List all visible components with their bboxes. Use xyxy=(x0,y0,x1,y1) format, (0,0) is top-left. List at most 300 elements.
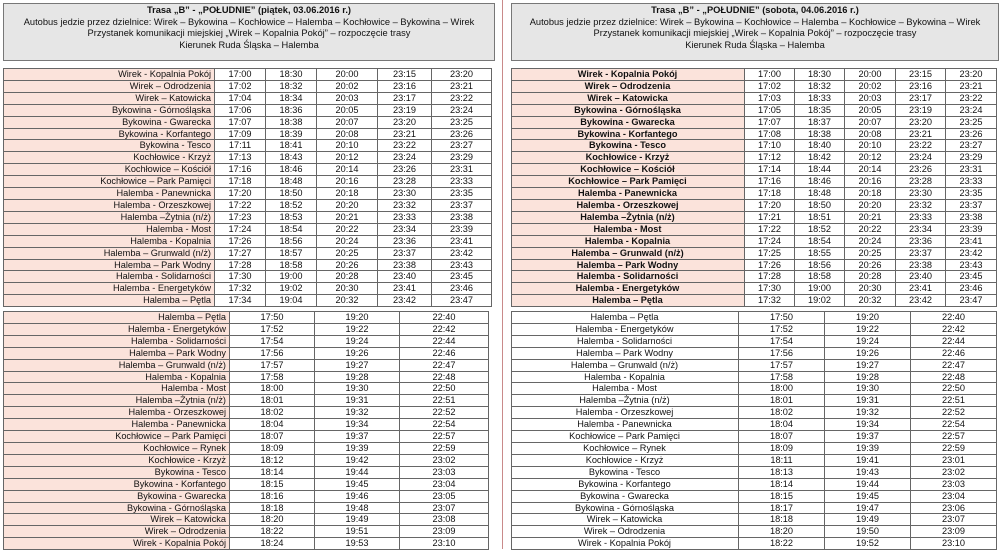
departure-time: 20:07 xyxy=(317,116,378,128)
departure-time: 20:16 xyxy=(845,176,896,188)
stop-name: Wirek - Kopalnia Pokój xyxy=(4,538,230,550)
stop-name: Halemba - Panewnicka xyxy=(512,419,739,431)
departure-time: 17:00 xyxy=(215,69,266,81)
table-row xyxy=(4,323,489,335)
departure-time: 20:32 xyxy=(845,295,896,307)
departure-time: 17:13 xyxy=(215,152,266,164)
departure-time: 20:20 xyxy=(845,199,896,211)
departure-time: 23:38 xyxy=(432,211,492,223)
departure-time: 23:33 xyxy=(896,211,946,223)
departure-time: 19:34 xyxy=(315,419,400,431)
departure-time: 22:51 xyxy=(400,395,489,407)
table-row xyxy=(512,466,997,478)
timetable-header xyxy=(511,3,999,61)
departure-time: 23:03 xyxy=(400,466,489,478)
departure-time: 23:39 xyxy=(432,223,492,235)
departure-time: 23:36 xyxy=(378,235,432,247)
departure-time: 17:32 xyxy=(745,295,795,307)
table-row xyxy=(512,283,997,295)
departure-time: 17:54 xyxy=(230,335,315,347)
table-row xyxy=(4,128,492,140)
departure-time: 22:50 xyxy=(911,383,997,395)
stop-name: Halemba – Park Wodny xyxy=(4,347,230,359)
departure-time: 23:33 xyxy=(946,176,997,188)
departure-time: 20:24 xyxy=(317,235,378,247)
departure-time: 22:59 xyxy=(400,442,489,454)
departure-time: 17:11 xyxy=(215,140,266,152)
departure-time: 23:20 xyxy=(432,69,492,81)
departure-time: 23:35 xyxy=(946,188,997,200)
departure-time: 19:43 xyxy=(825,466,911,478)
departure-time: 17:07 xyxy=(745,116,795,128)
departure-time: 23:42 xyxy=(432,247,492,259)
departure-time: 20:12 xyxy=(317,152,378,164)
departure-time: 22:47 xyxy=(400,359,489,371)
table-row xyxy=(512,454,997,466)
departure-time: 19:44 xyxy=(315,466,400,478)
departure-time: 19:39 xyxy=(315,442,400,454)
departure-time: 18:18 xyxy=(230,502,315,514)
departure-time: 23:30 xyxy=(378,188,432,200)
stop-name: Bykowina - Gwarecka xyxy=(4,116,215,128)
departure-time: 23:20 xyxy=(896,116,946,128)
departure-time: 18:54 xyxy=(266,223,317,235)
departure-time: 23:07 xyxy=(911,514,997,526)
departure-time: 23:34 xyxy=(378,223,432,235)
departure-time: 22:42 xyxy=(400,323,489,335)
stop-name: Halemba - Most xyxy=(512,223,745,235)
departure-time: 23:21 xyxy=(946,80,997,92)
departure-time: 18:01 xyxy=(230,395,315,407)
page-separator xyxy=(502,0,503,549)
route-districts: Autobus jedzie przez dzielnice: Wirek – Bykowina – Kochłowice – Halemba – Kochłowice – Bykowina – Wirek xyxy=(529,16,981,27)
departure-time: 20:08 xyxy=(317,128,378,140)
departure-time: 18:57 xyxy=(266,247,317,259)
table-row xyxy=(4,466,489,478)
departure-time: 23:16 xyxy=(378,80,432,92)
departure-time: 23:47 xyxy=(432,295,492,307)
departure-time: 20:02 xyxy=(317,80,378,92)
departure-time: 18:48 xyxy=(795,188,845,200)
departure-time: 23:42 xyxy=(946,247,997,259)
stop-name: Halemba - Kopalnia xyxy=(512,371,739,383)
departure-time: 20:26 xyxy=(317,259,378,271)
departure-time: 17:26 xyxy=(745,259,795,271)
departure-time: 22:44 xyxy=(400,335,489,347)
departure-time: 23:41 xyxy=(378,283,432,295)
departure-time: 23:02 xyxy=(911,466,997,478)
departure-time: 19:45 xyxy=(825,490,911,502)
departure-time: 18:07 xyxy=(739,431,825,443)
departure-time: 22:40 xyxy=(400,312,489,324)
departure-time: 18:20 xyxy=(230,514,315,526)
table-row xyxy=(4,335,489,347)
departure-time: 18:24 xyxy=(230,538,315,550)
departure-time: 19:27 xyxy=(825,359,911,371)
departure-time: 23:42 xyxy=(896,295,946,307)
departure-time: 19:37 xyxy=(315,431,400,443)
stop-name: Bykowina - Gwarecka xyxy=(4,490,230,502)
departure-time: 23:26 xyxy=(378,164,432,176)
departure-time: 19:44 xyxy=(825,478,911,490)
stop-name: Bykowina - Górnośląska xyxy=(512,502,739,514)
departure-time: 17:02 xyxy=(215,80,266,92)
return-table xyxy=(511,311,997,550)
departure-time: 18:37 xyxy=(795,116,845,128)
departure-time: 22:40 xyxy=(911,312,997,324)
departure-time: 18:02 xyxy=(739,407,825,419)
table-row xyxy=(512,199,997,211)
departure-time: 18:53 xyxy=(266,211,317,223)
stop-name: Halemba - Most xyxy=(4,383,230,395)
departure-time: 23:40 xyxy=(378,271,432,283)
departure-time: 23:28 xyxy=(896,176,946,188)
departure-time: 18:15 xyxy=(739,490,825,502)
departure-time: 18:01 xyxy=(739,395,825,407)
departure-time: 17:32 xyxy=(215,283,266,295)
start-stop-note: Przystanek komunikacji miejskiej „Wirek – Kopalnia Pokój” – rozpoczęcie trasy xyxy=(593,28,917,38)
stop-name: Halemba - Orzeszkowej xyxy=(512,407,739,419)
departure-time: 23:24 xyxy=(378,152,432,164)
table-row xyxy=(4,69,492,81)
departure-time: 22:59 xyxy=(911,442,997,454)
stop-name: Wirek - Kopalnia Pokój xyxy=(4,69,215,81)
departure-time: 18:12 xyxy=(230,454,315,466)
table-row xyxy=(4,383,489,395)
departure-time: 22:54 xyxy=(400,419,489,431)
stop-name: Wirek – Odrodzenia xyxy=(512,80,745,92)
return-table xyxy=(3,311,489,550)
stop-name: Kochłowice - Krzyż xyxy=(4,152,215,164)
departure-time: 18:02 xyxy=(230,407,315,419)
departure-time: 19:28 xyxy=(825,371,911,383)
departure-time: 18:55 xyxy=(795,247,845,259)
stop-name: Bykowina - Korfantego xyxy=(512,128,745,140)
departure-time: 17:52 xyxy=(739,323,825,335)
departure-time: 22:42 xyxy=(911,323,997,335)
departure-time: 19:04 xyxy=(266,295,317,307)
departure-time: 20:00 xyxy=(845,69,896,81)
departure-time: 19:26 xyxy=(315,347,400,359)
table-row xyxy=(512,116,997,128)
table-row xyxy=(512,80,997,92)
departure-time: 19:22 xyxy=(315,323,400,335)
table-row xyxy=(4,104,492,116)
stop-name: Wirek – Katowicka xyxy=(4,92,215,104)
departure-time: 23:43 xyxy=(432,259,492,271)
stop-name: Kochłowice – Rynek xyxy=(512,442,739,454)
departure-time: 23:04 xyxy=(911,490,997,502)
stop-name: Bykowina - Górnośląska xyxy=(4,502,230,514)
route-title: Trasa „B” - „POŁUDNIE” (sobota, 04.06.2016 r.) xyxy=(651,5,859,15)
departure-time: 23:17 xyxy=(896,92,946,104)
stop-name: Halemba - Kopalnia xyxy=(512,235,745,247)
departure-time: 23:26 xyxy=(946,128,997,140)
stop-name: Wirek – Katowicka xyxy=(4,514,230,526)
stop-name: Bykowina - Tesco xyxy=(512,466,739,478)
departure-time: 23:36 xyxy=(896,235,946,247)
stop-name: Halemba – Park Wodny xyxy=(512,347,739,359)
departure-time: 23:37 xyxy=(896,247,946,259)
table-row xyxy=(512,140,997,152)
table-row xyxy=(4,80,492,92)
departure-time: 19:51 xyxy=(315,526,400,538)
departure-time: 23:04 xyxy=(400,478,489,490)
departure-time: 17:18 xyxy=(215,176,266,188)
departure-time: 19:20 xyxy=(825,312,911,324)
departure-time: 20:03 xyxy=(317,92,378,104)
departure-time: 17:26 xyxy=(215,235,266,247)
stop-name: Kochłowice – Kościół xyxy=(4,164,215,176)
stop-name: Kochłowice - Krzyż xyxy=(512,152,745,164)
stop-name: Halemba - Orzeszkowej xyxy=(512,199,745,211)
departure-time: 20:30 xyxy=(317,283,378,295)
table-row xyxy=(512,538,997,550)
departure-time: 23:19 xyxy=(378,104,432,116)
departure-time: 19:50 xyxy=(825,526,911,538)
departure-time: 23:41 xyxy=(896,283,946,295)
route-title: Trasa „B” - „POŁUDNIE” (piątek, 03.06.2016 r.) xyxy=(146,5,352,15)
departure-time: 19:48 xyxy=(315,502,400,514)
departure-time: 23:40 xyxy=(896,271,946,283)
departure-time: 20:22 xyxy=(317,223,378,235)
departure-time: 23:32 xyxy=(378,199,432,211)
stop-name: Bykowina - Górnośląska xyxy=(4,104,215,116)
departure-time: 18:07 xyxy=(230,431,315,443)
departure-time: 17:58 xyxy=(739,371,825,383)
stop-name: Bykowina - Tesco xyxy=(4,140,215,152)
stop-name: Halemba - Panewnicka xyxy=(4,419,230,431)
table-row xyxy=(4,395,489,407)
stop-name: Bykowina - Górnośląska xyxy=(512,104,745,116)
departure-time: 19:26 xyxy=(825,347,911,359)
departure-time: 17:52 xyxy=(230,323,315,335)
departure-time: 23:47 xyxy=(946,295,997,307)
table-row xyxy=(512,335,997,347)
departure-time: 19:32 xyxy=(315,407,400,419)
departure-time: 18:46 xyxy=(266,164,317,176)
departure-time: 20:08 xyxy=(845,128,896,140)
stop-name: Kochłowice – Park Pamięci xyxy=(512,431,739,443)
table-row xyxy=(4,419,489,431)
table-row xyxy=(512,128,997,140)
table-row xyxy=(4,347,489,359)
departure-time: 20:05 xyxy=(845,104,896,116)
table-row xyxy=(4,431,489,443)
stop-name: Halemba - Energetyków xyxy=(4,283,215,295)
departure-time: 20:00 xyxy=(317,69,378,81)
departure-time: 19:00 xyxy=(266,271,317,283)
departure-time: 23:20 xyxy=(378,116,432,128)
stop-name: Halemba – Grunwald (n/ż) xyxy=(512,359,739,371)
departure-time: 23:28 xyxy=(378,176,432,188)
table-row xyxy=(512,383,997,395)
departure-time: 19:46 xyxy=(315,490,400,502)
table-row xyxy=(4,152,492,164)
departure-time: 19:02 xyxy=(266,283,317,295)
departure-time: 19:32 xyxy=(825,407,911,419)
departure-time: 23:32 xyxy=(896,199,946,211)
departure-time: 23:33 xyxy=(378,211,432,223)
table-row xyxy=(4,235,492,247)
departure-time: 23:45 xyxy=(946,271,997,283)
departure-time: 22:51 xyxy=(911,395,997,407)
stop-name: Halemba –Żytnia (n/ż) xyxy=(4,211,215,223)
departure-time: 18:48 xyxy=(266,176,317,188)
departure-time: 17:02 xyxy=(745,80,795,92)
departure-time: 19:27 xyxy=(315,359,400,371)
table-row xyxy=(4,526,489,538)
departure-time: 17:50 xyxy=(230,312,315,324)
departure-time: 23:39 xyxy=(946,223,997,235)
departure-time: 23:37 xyxy=(378,247,432,259)
stop-name: Halemba – Park Wodny xyxy=(512,259,745,271)
departure-time: 17:27 xyxy=(215,247,266,259)
departure-time: 22:48 xyxy=(400,371,489,383)
table-row xyxy=(4,312,489,324)
table-row xyxy=(512,431,997,443)
departure-time: 18:14 xyxy=(739,478,825,490)
departure-time: 18:56 xyxy=(266,235,317,247)
departure-time: 23:42 xyxy=(378,295,432,307)
departure-time: 20:10 xyxy=(845,140,896,152)
departure-time: 17:28 xyxy=(745,271,795,283)
saturday-timetable xyxy=(508,0,1002,549)
table-row xyxy=(4,283,492,295)
departure-time: 17:22 xyxy=(745,223,795,235)
table-row xyxy=(512,188,997,200)
table-row xyxy=(4,247,492,259)
departure-time: 18:58 xyxy=(266,259,317,271)
departure-time: 23:45 xyxy=(432,271,492,283)
stop-name: Wirek - Kopalnia Pokój xyxy=(512,69,745,81)
departure-time: 18:56 xyxy=(795,259,845,271)
departure-time: 18:38 xyxy=(266,116,317,128)
departure-time: 22:46 xyxy=(911,347,997,359)
departure-time: 19:37 xyxy=(825,431,911,443)
departure-time: 18:32 xyxy=(266,80,317,92)
stop-name: Kochłowice - Krzyż xyxy=(4,454,230,466)
departure-time: 17:25 xyxy=(745,247,795,259)
departure-time: 23:09 xyxy=(400,526,489,538)
departure-time: 19:30 xyxy=(315,383,400,395)
table-row xyxy=(4,164,492,176)
departure-time: 19:34 xyxy=(825,419,911,431)
stop-name: Halemba – Pętla xyxy=(512,295,745,307)
departure-time: 22:57 xyxy=(911,431,997,443)
table-row xyxy=(4,92,492,104)
stop-name: Bykowina - Gwarecka xyxy=(512,490,739,502)
departure-time: 18:22 xyxy=(739,538,825,550)
table-row xyxy=(512,271,997,283)
table-row xyxy=(512,247,997,259)
departure-time: 19:39 xyxy=(825,442,911,454)
departure-time: 23:24 xyxy=(432,104,492,116)
stop-name: Kochłowice – Park Pamięci xyxy=(4,431,230,443)
departure-time: 18:41 xyxy=(266,140,317,152)
table-row xyxy=(512,259,997,271)
table-row xyxy=(512,152,997,164)
departure-time: 18:39 xyxy=(266,128,317,140)
table-row xyxy=(4,371,489,383)
departure-time: 17:16 xyxy=(745,176,795,188)
departure-time: 23:46 xyxy=(432,283,492,295)
table-row xyxy=(512,323,997,335)
departure-time: 23:34 xyxy=(896,223,946,235)
departure-time: 20:21 xyxy=(317,211,378,223)
departure-time: 17:24 xyxy=(215,223,266,235)
departure-time: 23:38 xyxy=(946,211,997,223)
departure-time: 19:00 xyxy=(795,283,845,295)
departure-time: 22:47 xyxy=(911,359,997,371)
departure-time: 17:00 xyxy=(745,69,795,81)
departure-time: 20:18 xyxy=(317,188,378,200)
table-row xyxy=(512,407,997,419)
departure-time: 18:54 xyxy=(795,235,845,247)
table-row xyxy=(512,490,997,502)
departure-time: 18:32 xyxy=(795,80,845,92)
departure-time: 23:43 xyxy=(946,259,997,271)
departure-time: 20:25 xyxy=(317,247,378,259)
departure-time: 23:05 xyxy=(400,490,489,502)
stop-name: Halemba – Pętla xyxy=(4,312,230,324)
departure-time: 23:16 xyxy=(896,80,946,92)
table-row xyxy=(512,371,997,383)
departure-time: 17:57 xyxy=(230,359,315,371)
departure-time: 20:22 xyxy=(845,223,896,235)
departure-time: 17:50 xyxy=(739,312,825,324)
departure-time: 22:52 xyxy=(400,407,489,419)
departure-time: 18:16 xyxy=(230,490,315,502)
table-row xyxy=(512,176,997,188)
stop-name: Halemba - Solidarności xyxy=(512,335,739,347)
table-row xyxy=(4,295,492,307)
table-row xyxy=(512,478,997,490)
departure-time: 23:37 xyxy=(432,199,492,211)
departure-time: 23:22 xyxy=(378,140,432,152)
departure-time: 18:14 xyxy=(230,466,315,478)
direction-note: Kierunek Ruda Śląska – Halemba xyxy=(179,39,319,50)
departure-time: 17:23 xyxy=(215,211,266,223)
stop-name: Halemba – Grunwald (n/ż) xyxy=(4,359,230,371)
departure-time: 19:49 xyxy=(315,514,400,526)
departure-time: 20:03 xyxy=(845,92,896,104)
stop-name: Halemba - Panewnicka xyxy=(4,188,215,200)
departure-time: 17:07 xyxy=(215,116,266,128)
departure-time: 23:41 xyxy=(946,235,997,247)
stop-name: Halemba - Kopalnia xyxy=(4,371,230,383)
departure-time: 18:17 xyxy=(739,502,825,514)
departure-time: 19:53 xyxy=(315,538,400,550)
departure-time: 17:56 xyxy=(230,347,315,359)
departure-time: 23:25 xyxy=(946,116,997,128)
stop-name: Halemba - Orzeszkowej xyxy=(4,199,215,211)
departure-time: 18:46 xyxy=(795,176,845,188)
departure-time: 19:28 xyxy=(315,371,400,383)
stop-name: Halemba –Żytnia (n/ż) xyxy=(4,395,230,407)
departure-time: 23:21 xyxy=(432,80,492,92)
departure-time: 23:41 xyxy=(432,235,492,247)
stop-name: Halemba - Orzeszkowej xyxy=(4,407,230,419)
timetable-header xyxy=(3,3,495,61)
departure-time: 23:22 xyxy=(896,140,946,152)
stop-name: Halemba – Grunwald (n/ż) xyxy=(512,247,745,259)
stop-name: Bykowina - Korfantego xyxy=(4,128,215,140)
departure-time: 18:51 xyxy=(795,211,845,223)
departure-time: 18:38 xyxy=(795,128,845,140)
departure-time: 23:38 xyxy=(378,259,432,271)
departure-time: 18:13 xyxy=(739,466,825,478)
